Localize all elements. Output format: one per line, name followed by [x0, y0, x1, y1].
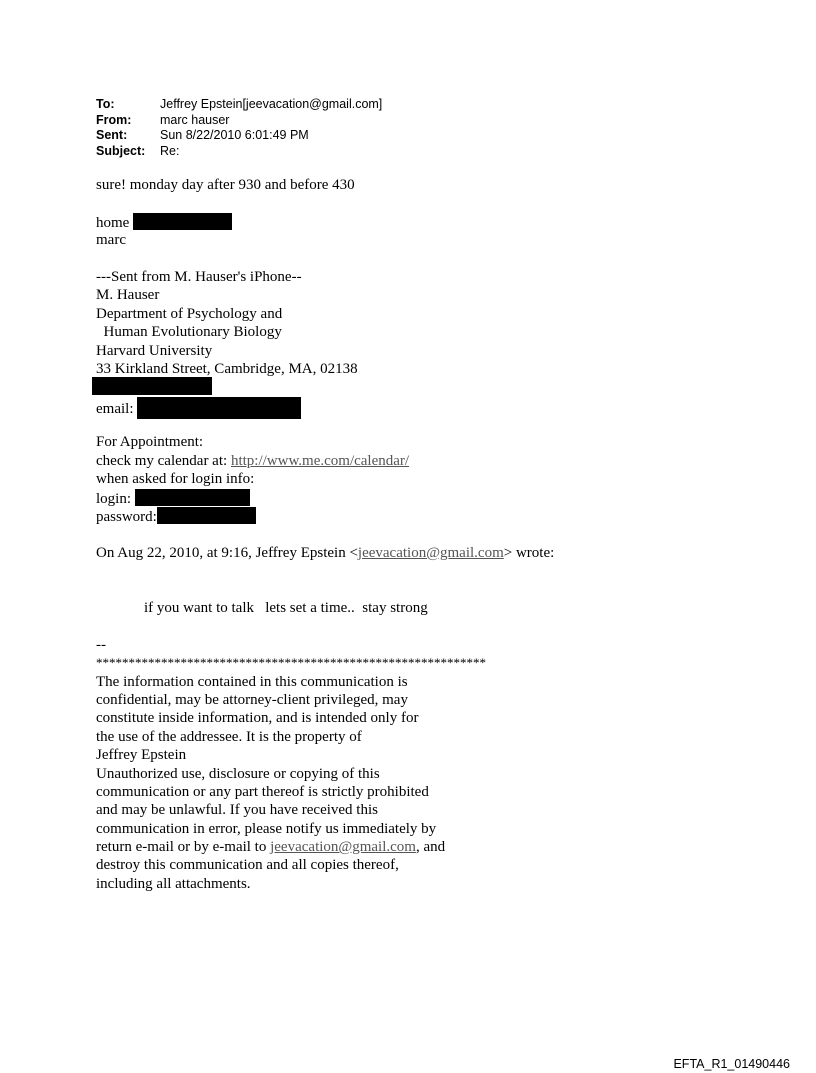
disclaimer-email-suffix: , and: [415, 839, 446, 856]
redaction-phone: [92, 377, 212, 395]
email-label: email:: [96, 400, 134, 417]
sent-value: Sun 8/22/2010 6:01:49 PM: [160, 128, 309, 142]
disclaimer-line: confidential, may be attorney-client privileged, may: [96, 691, 408, 708]
from-label: From:: [96, 112, 132, 127]
calendar-line: [96, 452, 736, 470]
sig-dept1: Department of Psychology and: [96, 305, 283, 322]
quote-attribution: [96, 544, 736, 562]
disclaimer-dashes: --: [96, 636, 106, 653]
disclaimer-line: destroy this communication and all copies thereof,: [96, 857, 399, 874]
signoff: marc: [96, 232, 126, 249]
password-line: [96, 507, 736, 525]
disclaimer-email-line: [96, 838, 736, 856]
disclaimer-line: The information contained in this communication is: [96, 673, 408, 690]
to-value: Jeffrey Epstein[jeevacation@gmail.com]: [160, 97, 383, 111]
disclaimer-line: Jeffrey Epstein: [96, 747, 187, 764]
subject-value: Re:: [160, 143, 180, 158]
login-line: [96, 489, 736, 507]
email-body: [96, 176, 736, 893]
message-line: sure! monday day after 930 and before 430: [96, 177, 355, 193]
sig-univ: Harvard University: [96, 342, 213, 359]
to-label: To:: [96, 97, 115, 111]
password-label: password:: [96, 509, 157, 526]
email-header: [96, 97, 382, 159]
calendar-prefix: check my calendar at:: [96, 452, 231, 469]
disclaimer-email-prefix: return e-mail or by e-mail to: [96, 839, 271, 856]
redaction-email: [137, 397, 301, 419]
sig-dept2: Human Evolutionary Biology: [96, 324, 282, 341]
disclaimer-email-link[interactable]: jeevacation@gmail.com: [270, 839, 416, 856]
document-id: EFTA_R1_01490446: [673, 1057, 790, 1071]
redaction-home: [133, 213, 232, 230]
disclaimer-line: the use of the addressee. It is the property of: [96, 728, 362, 745]
disclaimer-line: constitute inside information, and is intended only for: [96, 710, 419, 727]
disclaimer-line: Unauthorized use, disclosure or copying of this: [96, 765, 380, 782]
sig-name: M. Hauser: [96, 287, 160, 304]
attribution-suffix: > wrote:: [503, 544, 555, 561]
header-to-row: [96, 97, 382, 113]
header-from-row: [96, 113, 382, 129]
disclaimer-stars: ************************************************************: [96, 655, 486, 671]
email-line: [96, 397, 736, 415]
disclaimer-line: including all attachments.: [96, 875, 251, 892]
from-value: marc hauser: [160, 112, 230, 127]
attribution-email-link[interactable]: jeevacation@gmail.com: [357, 544, 504, 561]
login-label: login:: [96, 490, 132, 507]
disclaimer-line: communication in error, please notify us immediately by: [96, 820, 437, 837]
quoted-text: if you want to talk lets set a time.. stay strong: [144, 599, 428, 616]
appointment-line: For Appointment:: [96, 434, 204, 451]
attribution-prefix: On Aug 22, 2010, at 9:16, Jeffrey Epstein <: [96, 544, 358, 561]
home-line: [96, 213, 736, 231]
redaction-login: [135, 489, 250, 506]
calendar-link[interactable]: http://www.me.com/calendar/: [230, 452, 410, 469]
header-subject-row: [96, 144, 382, 160]
sent-label: Sent:: [96, 128, 128, 142]
disclaimer-line: and may be unlawful. If you have received this: [96, 802, 378, 819]
home-label: home: [96, 214, 130, 231]
subject-label: Subject:: [96, 143, 146, 158]
sent-from-line: ---Sent from M. Hauser's iPhone--: [96, 268, 302, 285]
disclaimer-line: communication or any part thereof is strictly prohibited: [96, 783, 429, 800]
login-info-line: when asked for login info:: [96, 471, 255, 488]
header-sent-row: [96, 128, 382, 144]
sig-address: 33 Kirkland Street, Cambridge, MA, 02138: [96, 360, 358, 377]
redaction-password: [157, 507, 256, 524]
